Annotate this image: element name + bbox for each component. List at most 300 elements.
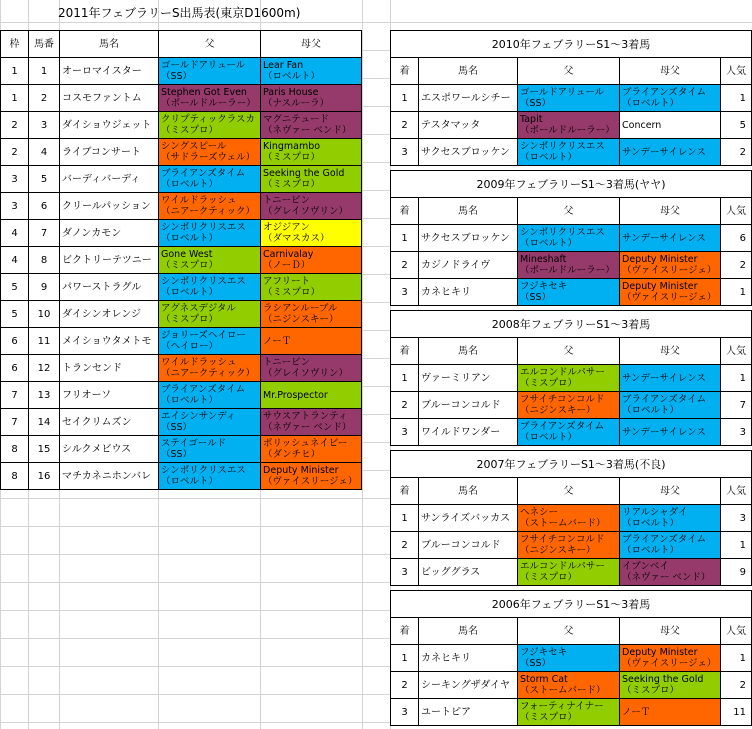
- past-results-title[interactable]: 2010年フェブラリーS1～3着馬: [391, 31, 752, 58]
- waku-cell[interactable]: 4: [1, 220, 29, 247]
- dam-sire-cell-line: Concern: [622, 119, 662, 131]
- sire-cell-line: アグネスデジタル: [161, 303, 236, 314]
- sire-cell[interactable]: [518, 139, 620, 166]
- dam-sire-cell[interactable]: [261, 247, 362, 274]
- column-header[interactable]: 人気: [721, 58, 752, 85]
- column-header[interactable]: 着: [391, 478, 419, 505]
- dam-sire-cell-line: （ニジンスキー）: [263, 314, 339, 325]
- dam-sire-cell-line: ブライアンズタイム: [622, 394, 707, 405]
- dam-sire-cell-line: （ミスプロ）: [263, 152, 321, 163]
- past-results-header-row: [391, 618, 752, 645]
- finish-position-cell[interactable]: 2: [391, 392, 419, 419]
- horse-number-cell[interactable]: 7: [29, 220, 60, 247]
- sire-cell-line: （ミスプロ）: [161, 314, 219, 325]
- waku-cell[interactable]: 2: [1, 139, 29, 166]
- sire-cell-line: （SS）: [161, 71, 193, 82]
- column-header[interactable]: 母父: [620, 618, 721, 645]
- sire-cell-line: （ロベルト）: [520, 152, 578, 163]
- entry-row: [1, 58, 362, 85]
- dam-sire-cell-line: リアルシャダイ: [622, 507, 688, 518]
- dam-sire-cell-line: Deputy Minister: [622, 254, 698, 265]
- horse-number-cell[interactable]: 15: [29, 436, 60, 463]
- dam-sire-cell-line: （ロベルト）: [263, 71, 321, 82]
- column-header[interactable]: 着: [391, 58, 419, 85]
- sire-cell-line: （ミスプロ）: [520, 572, 578, 583]
- dam-sire-cell-line: サンデーサイレンス: [622, 426, 706, 438]
- horse-number-cell[interactable]: 16: [29, 463, 60, 490]
- entry-row: [1, 139, 362, 166]
- past-result-row: [391, 225, 752, 252]
- sire-cell-line: ヘネシー: [520, 507, 559, 518]
- column-header[interactable]: 父: [159, 31, 261, 58]
- sire-cell-line: エイシンサンディ: [161, 411, 236, 422]
- dam-sire-cell[interactable]: [261, 85, 362, 112]
- dam-sire-cell[interactable]: [261, 463, 362, 490]
- horse-name-cell[interactable]: ダイシンオレンジ: [60, 301, 159, 328]
- past-result-row: [391, 392, 752, 419]
- dam-sire-cell[interactable]: [620, 252, 721, 279]
- sire-cell-line: （ロベルト）: [161, 179, 219, 190]
- horse-name-cell[interactable]: フリオーソ: [60, 382, 159, 409]
- entry-row: [1, 247, 362, 274]
- dam-sire-cell-line: （ヴァイスリージェ）: [263, 476, 358, 487]
- dam-sire-cell[interactable]: [261, 382, 362, 409]
- column-header[interactable]: 人気: [721, 198, 752, 225]
- sire-cell[interactable]: [159, 301, 261, 328]
- dam-sire-cell-line: （ネヴァー ベンド）: [622, 572, 711, 583]
- entry-row: [1, 436, 362, 463]
- past-results-header-row: [391, 338, 752, 365]
- sire-cell[interactable]: [159, 463, 261, 490]
- dam-sire-cell[interactable]: [620, 559, 721, 586]
- sire-cell-line: （SS）: [520, 658, 552, 669]
- horse-name-cell[interactable]: カネヒキリ: [419, 279, 518, 306]
- popularity-cell[interactable]: 7: [721, 392, 752, 419]
- column-header[interactable]: 馬名: [419, 478, 518, 505]
- sire-cell[interactable]: [159, 436, 261, 463]
- sire-cell-line: （ロベルト）: [520, 432, 578, 443]
- dam-sire-cell[interactable]: [261, 58, 362, 85]
- column-header[interactable]: 父: [518, 478, 620, 505]
- sire-cell-line: フジキセキ: [520, 281, 568, 292]
- past-result-row: [391, 279, 752, 306]
- past-results-table: [390, 590, 752, 726]
- sire-cell-line: ブライアンズタイム: [520, 421, 605, 432]
- sire-cell[interactable]: [518, 112, 620, 139]
- sire-cell[interactable]: [159, 139, 261, 166]
- sire-cell-line: エルコンドルパサー: [520, 367, 605, 378]
- sire-cell[interactable]: [159, 382, 261, 409]
- column-header[interactable]: 人気: [721, 338, 752, 365]
- column-header[interactable]: 馬名: [60, 31, 159, 58]
- sire-cell-line: Tapit: [520, 114, 543, 125]
- dam-sire-cell[interactable]: [620, 532, 721, 559]
- sire-cell[interactable]: [518, 392, 620, 419]
- sire-cell-line: （ロベルト）: [520, 238, 578, 249]
- horse-name-cell[interactable]: マチカネニホンバレ: [60, 463, 159, 490]
- entry-row: [1, 463, 362, 490]
- dam-sire-cell[interactable]: [620, 365, 721, 392]
- entry-row: [1, 409, 362, 436]
- sire-cell[interactable]: [159, 193, 261, 220]
- sire-cell-line: ゴールドアリュール: [520, 87, 605, 98]
- column-header[interactable]: 父: [518, 198, 620, 225]
- past-results-title[interactable]: 2008年フェブラリーS1～3着馬: [391, 311, 752, 338]
- horse-number-cell[interactable]: 5: [29, 166, 60, 193]
- dam-sire-cell[interactable]: [261, 220, 362, 247]
- dam-sire-cell-line: （ヴァイスリージェ）: [622, 292, 717, 303]
- popularity-cell[interactable]: 3: [721, 505, 752, 532]
- horse-number-cell[interactable]: 9: [29, 274, 60, 301]
- sire-cell[interactable]: [518, 699, 620, 726]
- horse-name-cell[interactable]: ライブコンサート: [60, 139, 159, 166]
- horse-name-cell[interactable]: ユートピア: [419, 699, 518, 726]
- column-header[interactable]: 馬名: [419, 338, 518, 365]
- sire-cell-line: （サドラーズウェル）: [161, 152, 256, 163]
- sire-cell[interactable]: [518, 225, 620, 252]
- sire-cell-line: （ニアークティック）: [161, 368, 255, 379]
- sire-cell-line: （SS）: [520, 98, 552, 109]
- popularity-cell[interactable]: 1: [721, 532, 752, 559]
- dam-sire-cell-line: （ロベルト）: [622, 405, 680, 416]
- horse-name-cell[interactable]: ビクトリーテツニー: [60, 247, 159, 274]
- sire-cell[interactable]: [159, 58, 261, 85]
- popularity-cell[interactable]: 2: [721, 672, 752, 699]
- horse-name-cell[interactable]: トランセンド: [60, 355, 159, 382]
- finish-position-cell[interactable]: 1: [391, 645, 419, 672]
- sire-cell[interactable]: [159, 355, 261, 382]
- finish-position-cell[interactable]: 1: [391, 85, 419, 112]
- dam-sire-cell-line: サウスアトランティ: [263, 411, 348, 422]
- sire-cell-line: （ロベルト）: [161, 476, 219, 487]
- horse-name-cell[interactable]: カジノドライヴ: [419, 252, 518, 279]
- horse-number-cell[interactable]: 8: [29, 247, 60, 274]
- finish-position-cell[interactable]: 2: [391, 672, 419, 699]
- entry-row: [1, 274, 362, 301]
- sire-cell[interactable]: [159, 328, 261, 355]
- finish-position-cell[interactable]: 3: [391, 559, 419, 586]
- horse-number-cell[interactable]: 3: [29, 112, 60, 139]
- waku-cell[interactable]: 8: [1, 436, 29, 463]
- sire-cell-line: （ミスプロ）: [161, 125, 219, 136]
- column-header[interactable]: 母父: [620, 338, 721, 365]
- sire-cell[interactable]: [518, 365, 620, 392]
- column-header[interactable]: 母父: [261, 31, 362, 58]
- horse-name-cell[interactable]: クリールパッション: [60, 193, 159, 220]
- past-results-title[interactable]: 2009年フェブラリーS1～3着馬(ヤヤ): [391, 171, 752, 198]
- sire-cell-line: シンボリクリスエス: [520, 227, 605, 238]
- sire-cell-line: Stephen Got Even: [161, 87, 247, 98]
- dam-sire-cell[interactable]: [620, 419, 721, 446]
- popularity-cell[interactable]: 6: [721, 225, 752, 252]
- dam-sire-cell-line: （ロベルト）: [622, 98, 680, 109]
- sire-cell-line: （ボールドルーラー）: [161, 98, 256, 109]
- sire-cell-line: フサイチコンコルド: [520, 534, 605, 545]
- sire-cell-line: フジキセキ: [520, 647, 568, 658]
- sire-cell[interactable]: [159, 85, 261, 112]
- sire-cell-line: Gone West: [161, 249, 213, 260]
- sire-cell[interactable]: [518, 252, 620, 279]
- horse-number-cell[interactable]: 11: [29, 328, 60, 355]
- past-results-title-row: [391, 311, 752, 338]
- horse-name-cell[interactable]: ダイショウジェット: [60, 112, 159, 139]
- popularity-cell[interactable]: 1: [721, 85, 752, 112]
- sire-cell[interactable]: [159, 274, 261, 301]
- past-result-row: [391, 419, 752, 446]
- finish-position-cell[interactable]: 2: [391, 532, 419, 559]
- dam-sire-cell-line: ブライアンズタイム: [622, 534, 707, 545]
- finish-position-cell[interactable]: 2: [391, 252, 419, 279]
- dam-sire-cell-line: Seeking the Gold: [622, 674, 704, 685]
- waku-cell[interactable]: 3: [1, 193, 29, 220]
- past-result-row: [391, 672, 752, 699]
- dam-sire-cell-line: （ネヴァー ベンド）: [263, 422, 352, 433]
- past-results-header-row: [391, 478, 752, 505]
- sire-cell[interactable]: [518, 559, 620, 586]
- past-results-title-row: [391, 171, 752, 198]
- column-header[interactable]: 着: [391, 618, 419, 645]
- column-header[interactable]: 馬番: [29, 31, 60, 58]
- popularity-cell[interactable]: 1: [721, 645, 752, 672]
- waku-cell[interactable]: 2: [1, 112, 29, 139]
- sire-cell[interactable]: [518, 419, 620, 446]
- horse-number-cell[interactable]: 14: [29, 409, 60, 436]
- horse-number-cell[interactable]: 12: [29, 355, 60, 382]
- waku-cell[interactable]: 7: [1, 409, 29, 436]
- past-results-title-row: [391, 451, 752, 478]
- sire-cell-line: （ニジンスキー）: [520, 405, 596, 416]
- past-result-row: [391, 559, 752, 586]
- horse-name-cell[interactable]: サクセスブロッケン: [419, 139, 518, 166]
- sire-cell-line: （ボールドルーラー）: [520, 125, 615, 136]
- horse-number-cell[interactable]: 13: [29, 382, 60, 409]
- column-header[interactable]: 母父: [620, 58, 721, 85]
- column-header[interactable]: 着: [391, 198, 419, 225]
- dam-sire-cell-line: トニービン: [263, 357, 311, 368]
- horse-name-cell[interactable]: バーディバーディ: [60, 166, 159, 193]
- dam-sire-cell[interactable]: [261, 166, 362, 193]
- waku-cell[interactable]: 4: [1, 247, 29, 274]
- finish-position-cell[interactable]: 3: [391, 699, 419, 726]
- dam-sire-cell[interactable]: [261, 328, 362, 355]
- dam-sire-cell[interactable]: [261, 112, 362, 139]
- column-header[interactable]: 馬名: [419, 618, 518, 645]
- sire-cell[interactable]: [159, 409, 261, 436]
- past-results-title[interactable]: 2006年フェブラリーS1～3着馬: [391, 591, 752, 618]
- sire-cell-line: ジョリーズヘイロー: [161, 330, 246, 341]
- sire-cell-line: ワイルドラッシュ: [161, 195, 237, 206]
- dam-sire-cell[interactable]: [620, 85, 721, 112]
- finish-position-cell[interactable]: 3: [391, 139, 419, 166]
- dam-sire-cell-line: Deputy Minister: [263, 465, 339, 476]
- horse-name-cell[interactable]: セイクリムズン: [60, 409, 159, 436]
- entry-row: [1, 355, 362, 382]
- dam-sire-cell[interactable]: [620, 112, 721, 139]
- dam-sire-cell[interactable]: [620, 672, 721, 699]
- column-header[interactable]: 馬名: [419, 58, 518, 85]
- dam-sire-cell-line: （ミスプロ）: [263, 179, 321, 190]
- horse-number-cell[interactable]: 4: [29, 139, 60, 166]
- horse-name-cell[interactable]: ビッググラス: [419, 559, 518, 586]
- popularity-cell[interactable]: 1: [721, 365, 752, 392]
- past-result-row: [391, 112, 752, 139]
- horse-name-cell[interactable]: シーキングザダイヤ: [419, 672, 518, 699]
- sire-cell-line: （ロベルト）: [161, 395, 219, 406]
- sire-cell[interactable]: [518, 532, 620, 559]
- dam-sire-cell[interactable]: [620, 139, 721, 166]
- dam-sire-cell-line: Lear Fan: [263, 60, 304, 71]
- dam-sire-cell[interactable]: [261, 193, 362, 220]
- past-results-title[interactable]: 2007年フェブラリーS1～3着馬(不良): [391, 451, 752, 478]
- waku-cell[interactable]: 7: [1, 382, 29, 409]
- horse-name-cell[interactable]: テスタマッタ: [419, 112, 518, 139]
- horse-name-cell[interactable]: ワイルドワンダー: [419, 419, 518, 446]
- horse-name-cell[interactable]: ブルーコンコルド: [419, 392, 518, 419]
- dam-sire-cell[interactable]: [261, 274, 362, 301]
- dam-sire-cell-line: イブンベイ: [622, 561, 669, 572]
- past-result-row: [391, 85, 752, 112]
- dam-sire-cell[interactable]: [261, 409, 362, 436]
- dam-sire-cell[interactable]: [620, 699, 721, 726]
- past-results-header-row: [391, 198, 752, 225]
- dam-sire-cell-line: （ナスルーラ）: [263, 98, 330, 109]
- horse-name-cell[interactable]: ブルーコンコルド: [419, 532, 518, 559]
- dam-sire-cell-line: アフリート: [263, 276, 311, 287]
- finish-position-cell[interactable]: 2: [391, 112, 419, 139]
- horse-number-cell[interactable]: 6: [29, 193, 60, 220]
- horse-name-cell[interactable]: パワーストラグル: [60, 274, 159, 301]
- sire-cell-line: （SS）: [520, 292, 552, 303]
- horse-name-cell[interactable]: コスモファントム: [60, 85, 159, 112]
- dam-sire-cell[interactable]: [261, 139, 362, 166]
- dam-sire-cell-line: Mr.Prospector: [263, 389, 328, 401]
- dam-sire-cell[interactable]: [620, 392, 721, 419]
- waku-cell[interactable]: 6: [1, 355, 29, 382]
- column-header[interactable]: 父: [518, 338, 620, 365]
- waku-cell[interactable]: 6: [1, 328, 29, 355]
- horse-name-cell[interactable]: ヴァーミリアン: [419, 365, 518, 392]
- dam-sire-cell[interactable]: [261, 355, 362, 382]
- dam-sire-cell-line: （ダンチヒ）: [263, 449, 321, 460]
- sire-cell[interactable]: [159, 166, 261, 193]
- sire-cell-line: （SS）: [161, 422, 193, 433]
- popularity-cell[interactable]: 5: [721, 112, 752, 139]
- horse-name-cell[interactable]: メイショウタメトモ: [60, 328, 159, 355]
- column-header[interactable]: 枠: [1, 31, 29, 58]
- horse-number-cell[interactable]: 2: [29, 85, 60, 112]
- finish-position-cell[interactable]: 3: [391, 419, 419, 446]
- horse-name-cell[interactable]: カネヒキリ: [419, 645, 518, 672]
- waku-cell[interactable]: 3: [1, 166, 29, 193]
- column-header[interactable]: 父: [518, 618, 620, 645]
- sire-cell[interactable]: [518, 645, 620, 672]
- popularity-cell[interactable]: 2: [721, 139, 752, 166]
- past-results-table: [390, 30, 752, 166]
- waku-cell[interactable]: 5: [1, 301, 29, 328]
- sire-cell-line: （ヘイロー）: [161, 341, 219, 352]
- entry-row: [1, 382, 362, 409]
- horse-name-cell[interactable]: オーロマイスター: [60, 58, 159, 85]
- past-result-row: [391, 645, 752, 672]
- horse-number-cell[interactable]: 1: [29, 58, 60, 85]
- horse-name-cell[interactable]: シルクメビウス: [60, 436, 159, 463]
- sire-cell-line: （ボールドルーラー）: [520, 265, 615, 276]
- dam-sire-cell[interactable]: [620, 505, 721, 532]
- popularity-cell[interactable]: 3: [721, 419, 752, 446]
- horse-name-cell[interactable]: エスポワールシチー: [419, 85, 518, 112]
- past-results-table: [390, 170, 752, 306]
- horse-number-cell[interactable]: 10: [29, 301, 60, 328]
- dam-sire-cell-line: （ミスプロ）: [622, 685, 680, 696]
- horse-name-cell[interactable]: ダノンカモン: [60, 220, 159, 247]
- sire-cell-line: （ロベルト）: [161, 233, 219, 244]
- sire-cell[interactable]: [518, 672, 620, 699]
- column-header[interactable]: 着: [391, 338, 419, 365]
- sire-cell-line: シンボリクリスエス: [520, 141, 605, 152]
- sire-cell-line: （ミスプロ）: [520, 378, 578, 389]
- column-header[interactable]: 母父: [620, 478, 721, 505]
- waku-cell[interactable]: 1: [1, 85, 29, 112]
- sire-cell[interactable]: [518, 279, 620, 306]
- column-header[interactable]: 父: [518, 58, 620, 85]
- popularity-cell[interactable]: 11: [721, 699, 752, 726]
- sire-cell[interactable]: [159, 112, 261, 139]
- waku-cell[interactable]: 1: [1, 58, 29, 85]
- column-header[interactable]: 人気: [721, 618, 752, 645]
- sire-cell-line: ステイゴールド: [161, 438, 227, 449]
- waku-cell[interactable]: 8: [1, 463, 29, 490]
- finish-position-cell[interactable]: 3: [391, 279, 419, 306]
- entries-header-row: [1, 31, 362, 58]
- sire-cell-line: （ミスプロ）: [161, 260, 219, 271]
- sire-cell[interactable]: [518, 505, 620, 532]
- dam-sire-cell-line: ノーＴ: [622, 706, 651, 718]
- dam-sire-cell[interactable]: [620, 645, 721, 672]
- sire-cell[interactable]: [518, 85, 620, 112]
- finish-position-cell[interactable]: 1: [391, 225, 419, 252]
- finish-position-cell[interactable]: 1: [391, 365, 419, 392]
- dam-sire-cell[interactable]: [620, 225, 721, 252]
- past-results-table: [390, 450, 752, 586]
- popularity-cell[interactable]: 9: [721, 559, 752, 586]
- dam-sire-cell[interactable]: [261, 301, 362, 328]
- column-header[interactable]: 馬名: [419, 198, 518, 225]
- dam-sire-cell-line: （ヴァイスリージェ）: [622, 265, 717, 276]
- popularity-cell[interactable]: 2: [721, 252, 752, 279]
- dam-sire-cell-line: オジジアン: [263, 222, 310, 233]
- dam-sire-cell-line: ラシアンルーブル: [263, 303, 338, 314]
- column-header[interactable]: 人気: [721, 478, 752, 505]
- dam-sire-cell-line: （グレイソヴリン）: [263, 368, 349, 379]
- past-result-row: [391, 699, 752, 726]
- sire-cell[interactable]: [159, 247, 261, 274]
- past-result-row: [391, 532, 752, 559]
- past-results-header-row: [391, 58, 752, 85]
- past-result-row: [391, 252, 752, 279]
- dam-sire-cell[interactable]: [620, 279, 721, 306]
- dam-sire-cell-line: サンデーサイレンス: [622, 146, 706, 158]
- waku-cell[interactable]: 5: [1, 274, 29, 301]
- dam-sire-cell-line: マグニテュード: [263, 114, 330, 125]
- sire-cell[interactable]: [159, 220, 261, 247]
- column-header[interactable]: 母父: [620, 198, 721, 225]
- dam-sire-cell[interactable]: [261, 436, 362, 463]
- horse-name-cell[interactable]: サクセスブロッケン: [419, 225, 518, 252]
- horse-name-cell[interactable]: サンライズバッカス: [419, 505, 518, 532]
- sire-cell-line: （ミスプロ）: [520, 712, 578, 723]
- finish-position-cell[interactable]: 1: [391, 505, 419, 532]
- popularity-cell[interactable]: 1: [721, 279, 752, 306]
